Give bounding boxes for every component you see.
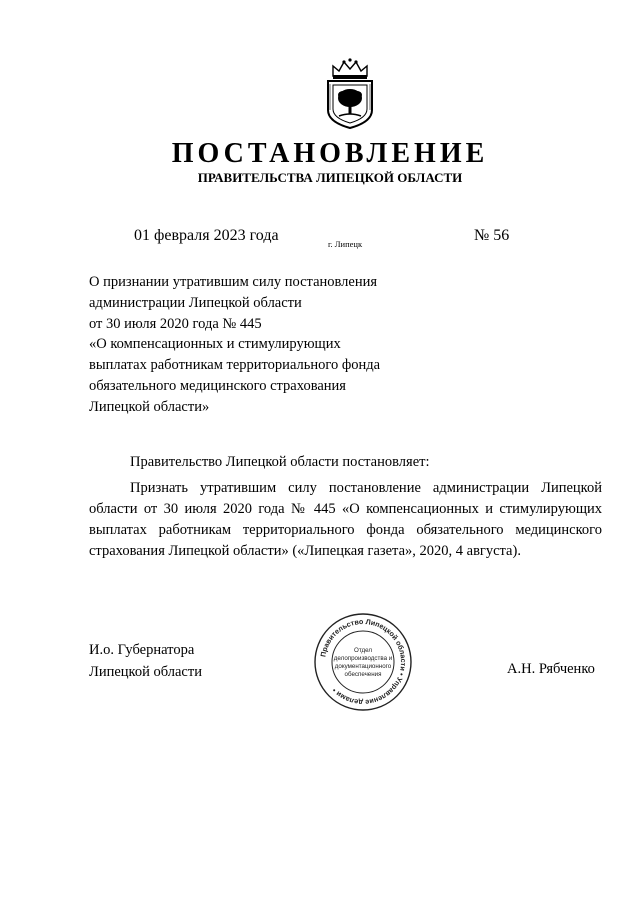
document-subject <box>89 272 380 418</box>
position-line: Липецкой области <box>89 663 202 680</box>
official-seal-icon <box>313 612 413 712</box>
paragraph-line: Признать утратившим силу постановление администрации Липецкой <box>130 480 602 496</box>
document-number: № 56 <box>474 227 510 244</box>
issuer-name: ПРАВИТЕЛЬСТВА ЛИПЕЦКОЙ ОБЛАСТИ <box>197 170 463 185</box>
subject-line: выплатах работникам территориального фонда <box>89 357 381 374</box>
seal-center-line: документационного <box>334 663 392 670</box>
subject-line: от 30 июля 2020 года № 445 <box>89 315 262 332</box>
resolution-paragraph <box>89 478 602 562</box>
seal-center-line: Отдел <box>354 647 372 654</box>
signatory-position <box>89 640 202 683</box>
signatory-name: А.Н. Рябченко <box>507 661 595 677</box>
document-date: 01 февраля 2023 года <box>134 227 279 244</box>
paragraph-line: страхования Липецкой области» («Липецкая газета», 2020, 4 августа). <box>89 543 521 559</box>
subject-line: О признании утратившим силу постановления <box>89 274 378 290</box>
subject-line: «О компенсационных и стимулирующих <box>89 336 341 353</box>
seal-ring-text: Правительство Липецкой области • Управление делами • <box>318 616 409 708</box>
subject-line: обязательного медицинского страхования <box>89 377 346 394</box>
document-type-title: ПОСТАНОВЛЕНИЕ <box>171 138 489 169</box>
paragraph-line: области от 30 июля 2020 года № 445 «О компенсационных и стимулирующих <box>89 501 602 517</box>
paragraph-line: выплатах работникам территориального фонда обязательного медицинского <box>89 522 602 538</box>
document-city: г. Липецк <box>328 239 363 249</box>
position-line: И.о. Губернатора <box>89 642 195 658</box>
seal-center-line: делопроизводства и <box>333 655 393 662</box>
seal-center-line: обеспечения <box>344 671 382 678</box>
subject-line: Липецкой области» <box>89 398 210 415</box>
coat-of-arms-icon <box>325 58 375 130</box>
subject-line: администрации Липецкой области <box>89 294 302 311</box>
preamble-text: Правительство Липецкой области постановляет: <box>130 454 430 470</box>
